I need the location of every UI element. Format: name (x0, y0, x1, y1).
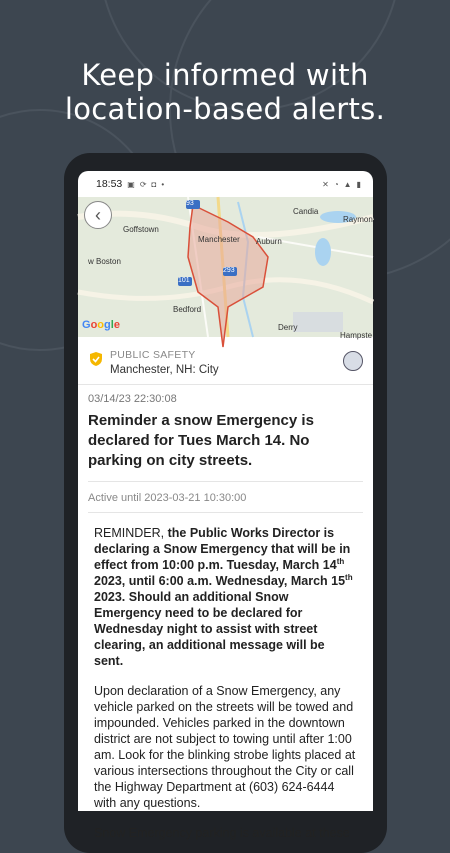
app-icon: ◘ (151, 179, 157, 189)
status-bar (78, 171, 373, 197)
alert-content (78, 385, 373, 841)
map-label-raymond: Raymon (343, 215, 373, 224)
map-label-new-boston: w Boston (88, 257, 121, 266)
headline-line-1: Keep informed with (81, 58, 369, 92)
map-label-derry: Derry (278, 323, 298, 332)
alert-body (88, 513, 363, 841)
alert-category: PUBLIC SAFETY (110, 349, 196, 361)
p1-bold-3: 2023. Should an additional Snow Emergency need to be declared for Wednesday night to assist with street clearing, an additional message will be sent. (94, 590, 325, 668)
alert-header (78, 337, 373, 385)
promo-headline (0, 58, 450, 126)
map-label-auburn: Auburn (256, 237, 282, 246)
back-arrow-icon: ‹ (95, 204, 101, 225)
alert-datetime: 03/14/23 22:30:08 (88, 393, 177, 405)
p1-sup-1: th (336, 556, 345, 566)
map-label-goffstown: Goffstown (123, 225, 159, 234)
gallery-icon: ▣ (127, 179, 135, 189)
wifi-icon: ◔ (333, 179, 339, 189)
map-label-candia: Candia (293, 207, 319, 216)
p1-sup-2: th (345, 572, 353, 582)
alert-paragraph-2: Upon declaration of a Snow Emergency, any vehicle parked on the streets will be towed and impounded. Vehicles parked in the downtown district are not subject to towing until after 1:00 am. Look for the blinking strobe lights placed at various intersections throughout the City or call the Highway Department at (603) 624-6444 with any questions. (94, 684, 356, 810)
google-attribution: Google (82, 319, 120, 331)
mute-icon: ✕ (322, 179, 329, 189)
alert-map[interactable] (78, 197, 373, 340)
p1-bold-1: the Public Works Director is declaring a Snow Emergency that will be in effect from 10:00 p.m. Tuesday, March 14 (94, 526, 351, 572)
alert-title: Reminder a snow Emergency is declared for Tues March 14. No parking on city streets. (88, 411, 363, 482)
signal-icon: ▲ (343, 179, 352, 189)
status-time: 18:53 (96, 178, 123, 190)
battery-icon: ▮ (356, 179, 361, 189)
alert-active-until: Active until 2023-03-21 10:30:00 (88, 482, 363, 513)
map-label-bedford: Bedford (173, 305, 202, 314)
headline-line-2: location-based alerts. (64, 92, 386, 126)
alert-location: Manchester, NH: City (110, 364, 219, 376)
map-label-hampstead: Hampste (340, 331, 373, 340)
p1-lead: REMINDER, (94, 526, 168, 540)
city-seal-icon (343, 351, 363, 371)
sync-icon: ⟳ (139, 179, 147, 189)
shield-icon (88, 351, 104, 367)
route-badge-101: 101 (178, 277, 190, 284)
alert-paragraph-1 (94, 525, 357, 669)
dot-icon: • (161, 179, 165, 189)
alert-paragraph-3: Snow Emergency parking is available at these (94, 826, 350, 840)
p1-bold-2: 2023, until 6:00 a.m. Wednesday, March 15 (94, 574, 346, 588)
back-button[interactable] (84, 201, 112, 229)
route-badge-293: 293 (223, 267, 235, 274)
route-badge-93: 93 (186, 200, 194, 207)
phone-screen (78, 171, 373, 840)
map-label-manchester: Manchester (198, 235, 240, 244)
